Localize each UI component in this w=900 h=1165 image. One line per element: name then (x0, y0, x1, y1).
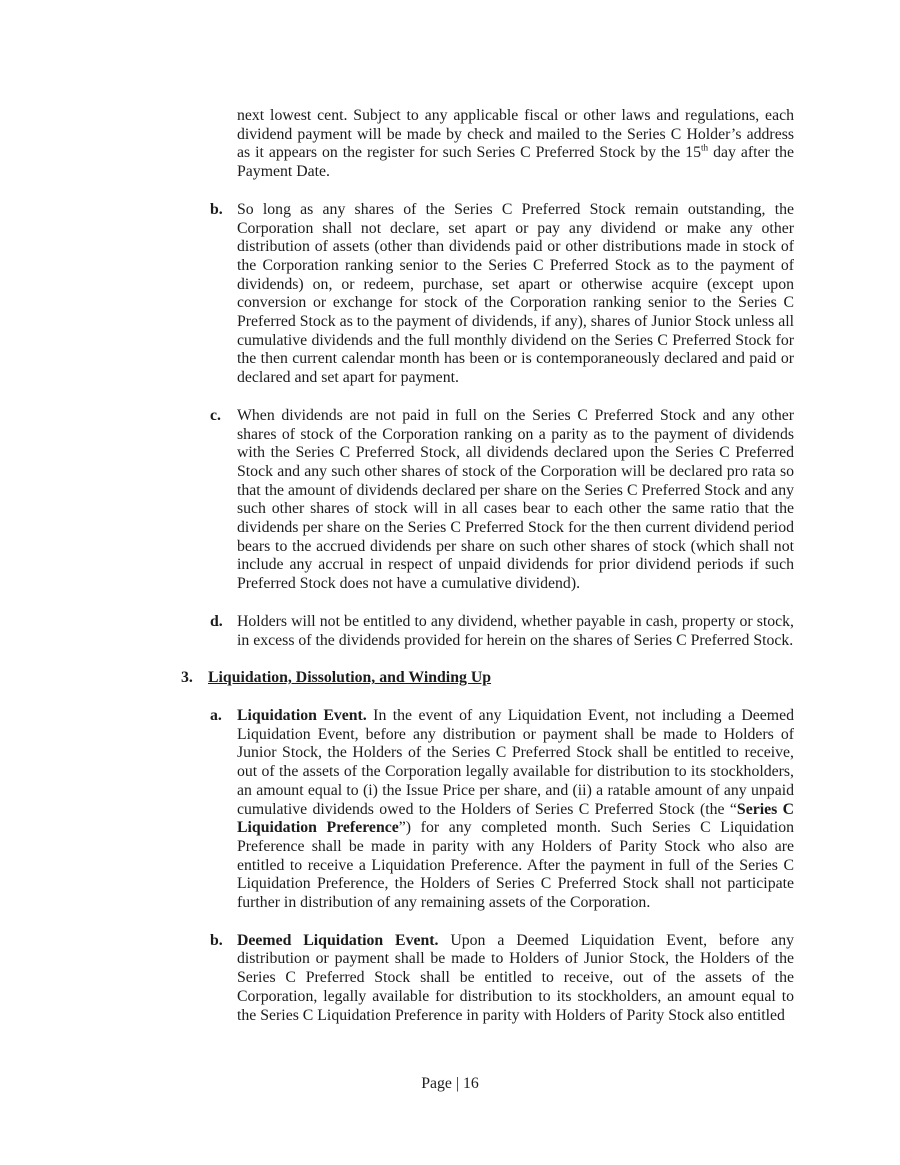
text-run: Deemed Liquidation Event. (237, 931, 439, 949)
list-label: b. (210, 931, 223, 949)
text-run: th (701, 143, 709, 154)
text-run: Liquidation Event. (237, 706, 367, 724)
text-run: When dividends are not paid in full on the Series C Preferred Stock and any other shares of stock of the Corporation ranking on a parity as to the payment of dividends with the Series C Preferred Stock, all dividends declared upon the Series C Preferred Stock and any such other shares of stock of the Corporation will be declared pro rata so that the amount of dividends declared per share on the Series C Preferred Stock and any such other shares of stock will in all cases bear to each other the same ratio that the dividends per share on the Series C Preferred Stock for the then current dividend period bears to the accrued dividends per share on such other shares of stock (which shall not include any accrual in respect of unpaid dividends for prior dividend periods if such Preferred Stock does not have a cumulative dividend). (237, 406, 794, 593)
section-heading-3 (181, 669, 794, 688)
list-label: b. (210, 200, 223, 218)
list-item-3b (210, 931, 794, 1026)
list-label: d. (210, 612, 223, 630)
document-body (181, 107, 795, 1044)
list-item-b (210, 200, 794, 388)
text-run: next lowest cent. Subject to any applicable fiscal or other laws and regulations, each dividend payment will be made by check and mailed to the Series C Holder’s address as it appears on the register for such Series C Preferred Stock by the 15 (237, 107, 794, 162)
page-number: Page | 16 (421, 1075, 479, 1092)
text-run: In the event of any Liquidation Event, not including a Deemed Liquidation Event, before any distribution or payment shall be made to Holders of Junior Stock, the Holders of the Series C Preferred Stock shall be entitled to receive, out of the assets of the Corporation legally available for distribution to its stockholders, an amount equal to (i) the Issue Price per share, and (ii) a ratable amount of any unpaid cumulative dividends owed to the Holders of Series C Preferred Stock (the “ (237, 706, 794, 818)
list-item-c (210, 406, 794, 594)
text-run: Upon a Deemed Liquidation Event, before any distribution or payment shall be made to Holders of Junior Stock, the Holders of the Series C Preferred Stock shall be entitled to receive, out of the assets of the Corporation, legally available for distribution to its stockholders, an amount equal to the Series C Liquidation Preference in parity with Holders of Parity Stock also entitled (237, 931, 794, 1024)
list-label: 3. (181, 669, 193, 687)
list-item-d (210, 612, 794, 650)
text-run: Series C Liquidation Preference (237, 800, 794, 837)
text-run: ”) for any completed month. Such Series C Liquidation Preference shall be made in parity with any Holders of Parity Stock who also are entitled to receive a Liquidation Preference. After the payment in full of the Series C Liquidation Preference, the Holders of Series C Preferred Stock shall not participate further in distribution of any remaining assets of the Corporation. (237, 819, 795, 912)
list-item-3a (210, 706, 795, 913)
text-run: So long as any shares of the Series C Preferred Stock remain outstanding, the Corporation shall not declare, set apart or pay any dividend or make any other distribution of assets (other than dividends paid or other distributions made in stock of the Corporation ranking senior to the Series C Preferred Stock as to the payment of dividends) on, or redeem, purchase, set apart or otherwise acquire (except upon conversion or exchange for stock of the Corporation ranking senior to the Series C Preferred Stock as to the payment of dividends, if any), shares of Junior Stock unless all cumulative dividends and the full monthly dividend on the Series C Preferred Stock for the then current calendar month has been or is contemporaneously declared and paid or declared and set apart for payment. (237, 200, 794, 387)
paragraph-a-continuation (237, 107, 794, 182)
text-run: day after the Payment Date. (237, 144, 794, 181)
text-run: Holders will not be entitled to any dividend, whether payable in cash, property or stock, in excess of the dividends provided for herein on the shares of Series C Preferred Stock. (237, 612, 794, 649)
list-label: c. (210, 406, 221, 424)
list-label: a. (210, 706, 222, 724)
page-footer (0, 1075, 900, 1094)
text-run: Liquidation, Dissolution, and Winding Up (208, 669, 492, 687)
